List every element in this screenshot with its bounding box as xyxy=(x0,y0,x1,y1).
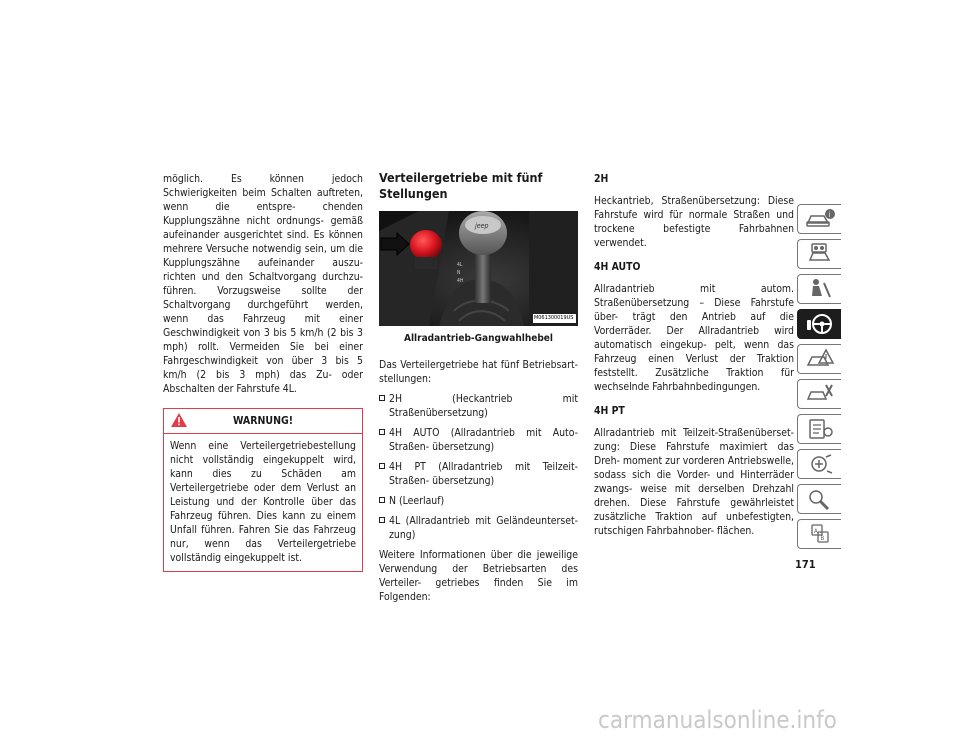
svg-text:4L: 4L xyxy=(457,262,463,268)
tab-seat-safety[interactable] xyxy=(797,274,841,304)
mode-heading: 4H AUTO xyxy=(594,261,641,273)
svg-text:N: N xyxy=(457,270,461,276)
seat-safety-icon xyxy=(804,277,836,301)
tab-instrument-panel[interactable] xyxy=(797,239,841,269)
steering-wheel-icon xyxy=(804,312,836,336)
section-title: Verteilergetriebe mit fünf Stellungen xyxy=(379,170,543,201)
tab-multimedia[interactable] xyxy=(797,484,841,514)
tab-driving[interactable] xyxy=(797,309,841,339)
tab-index[interactable] xyxy=(797,519,841,549)
list-item xyxy=(379,494,578,508)
list-item xyxy=(379,460,578,488)
svg-text:4H: 4H xyxy=(457,278,464,284)
tab-specifications[interactable] xyxy=(797,449,841,479)
mode-description: Allradantrieb mit autom. Straßenübersetzung – Diese Fahrstufe über- trägt den Antrieb auf die Vorderräder. Der Allradantrieb wird automatisch eingekup- pelt, wenn das Fahrzeug einen Verlust der Traktion feststellt. Zusätzliche Traktion für wechselnde Fahrbahnbedingungen. xyxy=(594,283,794,393)
intro-paragraph: Das Verteilergetriebe hat fünf Betriebsart- stellungen: xyxy=(379,359,578,385)
column-left xyxy=(163,172,363,572)
list-item xyxy=(379,514,578,542)
tab-warning[interactable] xyxy=(797,344,841,374)
tab-car-info[interactable] xyxy=(797,204,841,234)
body-paragraph: möglich. Es können jedoch Schwierigkeiten beim Schalten auftreten, wenn die entspre- chenden Kupplungszähne nicht ordnungs- gemäß aufeinander ausgerichtet sind. Es können mehrere Versuche notwendig sein, um die Kupplungszähne aufeinander auszu- richten und den Schaltvorgang durchzu- führen. Vorzugsweise sollte der Schaltvorgang durchgeführt werden, wenn das Fahrzeug mit einer Geschwindigkeit von 3 bis 5 km/h (2 bis 3 mph) rollt. Vermeiden Sie bei einer Fahrgeschwindigkeit von über 3 bis 5 km/h (2 bis 3 mph) das Zu- oder Abschalten der Fahrstufe 4L. xyxy=(163,173,363,395)
warning-box xyxy=(163,408,363,572)
service-tools-icon xyxy=(804,382,836,406)
warning-text: Wenn eine Verteilergetriebestellung nicht vollständig eingekuppelt wird, kann dies zu Schäden am Verteilergetriebe oder dem Verlust an Leistung und der Kontrolle über das Fahrzeug führen. Dies kann zu einem Unfall führen. Fahren Sie das Fahrzeug nur, wenn das Verteilergetriebe vollständig eingekuppelt ist. xyxy=(170,440,356,564)
tab-service[interactable] xyxy=(797,379,841,409)
mode-heading: 4H PT xyxy=(594,405,625,417)
maintenance-icon xyxy=(804,417,836,441)
image-code: M061300019US xyxy=(534,315,574,321)
list-item xyxy=(379,426,578,454)
car-info-icon xyxy=(804,207,836,231)
list-item-text: N (Leerlauf) xyxy=(389,495,445,507)
svg-text:jeep: jeep xyxy=(475,222,489,230)
warning-triangle-icon xyxy=(170,412,188,428)
tab-maintenance[interactable] xyxy=(797,414,841,444)
warning-title: WARNUNG! xyxy=(232,415,294,427)
bullet-square-icon xyxy=(379,497,385,503)
mode-heading: 2H xyxy=(594,173,609,185)
svg-text:A: A xyxy=(813,528,818,535)
mode-list xyxy=(379,392,578,542)
svg-text:i: i xyxy=(828,211,830,219)
bullet-square-icon xyxy=(379,429,385,435)
list-item-text: 2H (Heckantrieb mit Straßenübersetzung) xyxy=(389,393,578,419)
mode-description: Allradantrieb mit Teilzeit-Straßenüberset- zung: Diese Fahrstufe maximiert das Dreh- moment zur vorderen Antriebswelle, sodass sich die Vorder- und Hinterräder zwangs- weise mit derselben Drehzahl drehen. Diese Fahrstufe gewährleistet zusätzliche Traktion auf unbefestigten, rutschigen Fahrbahnober- flächen. xyxy=(594,427,794,537)
list-item-text: 4H PT (Allradantrieb mit Teilzeit-Straßen- übersetzung) xyxy=(389,461,578,487)
warning-body xyxy=(164,434,362,571)
gear-lever-photo xyxy=(379,211,578,326)
search-index-icon xyxy=(804,522,836,546)
list-item-text: 4L (Allradantrieb mit Geländeunterset- zung) xyxy=(389,515,578,541)
figure-caption: Allradantrieb-Gangwahlhebel xyxy=(404,333,553,344)
list-item xyxy=(379,392,578,420)
bullet-square-icon xyxy=(379,517,385,523)
multimedia-icon xyxy=(804,487,836,511)
column-right xyxy=(594,172,794,548)
specifications-icon xyxy=(804,452,836,476)
warning-triangle-icon xyxy=(804,347,836,371)
more-info-paragraph: Weitere Informationen über die jeweilige Verwendung der Betriebsarten des Verteiler- getriebes finden Sie im Folgenden: xyxy=(379,549,578,603)
bullet-square-icon xyxy=(379,463,385,469)
list-item-text: 4H AUTO (Allradantrieb mit Auto-Straßen- übersetzung) xyxy=(389,427,578,453)
mode-description: Heckantrieb, Straßenübersetzung: Diese Fahrstufe wird für normale Straßen und trockene befestigte Fahrbahnen verwendet. xyxy=(594,195,794,249)
watermark: carmanualsonline.info xyxy=(598,706,837,734)
warning-header xyxy=(164,409,362,434)
column-middle xyxy=(379,170,578,604)
instrument-panel-icon xyxy=(804,242,836,266)
page-number: 171 xyxy=(795,558,816,571)
bullet-square-icon xyxy=(379,395,385,401)
svg-text:B: B xyxy=(820,535,824,542)
